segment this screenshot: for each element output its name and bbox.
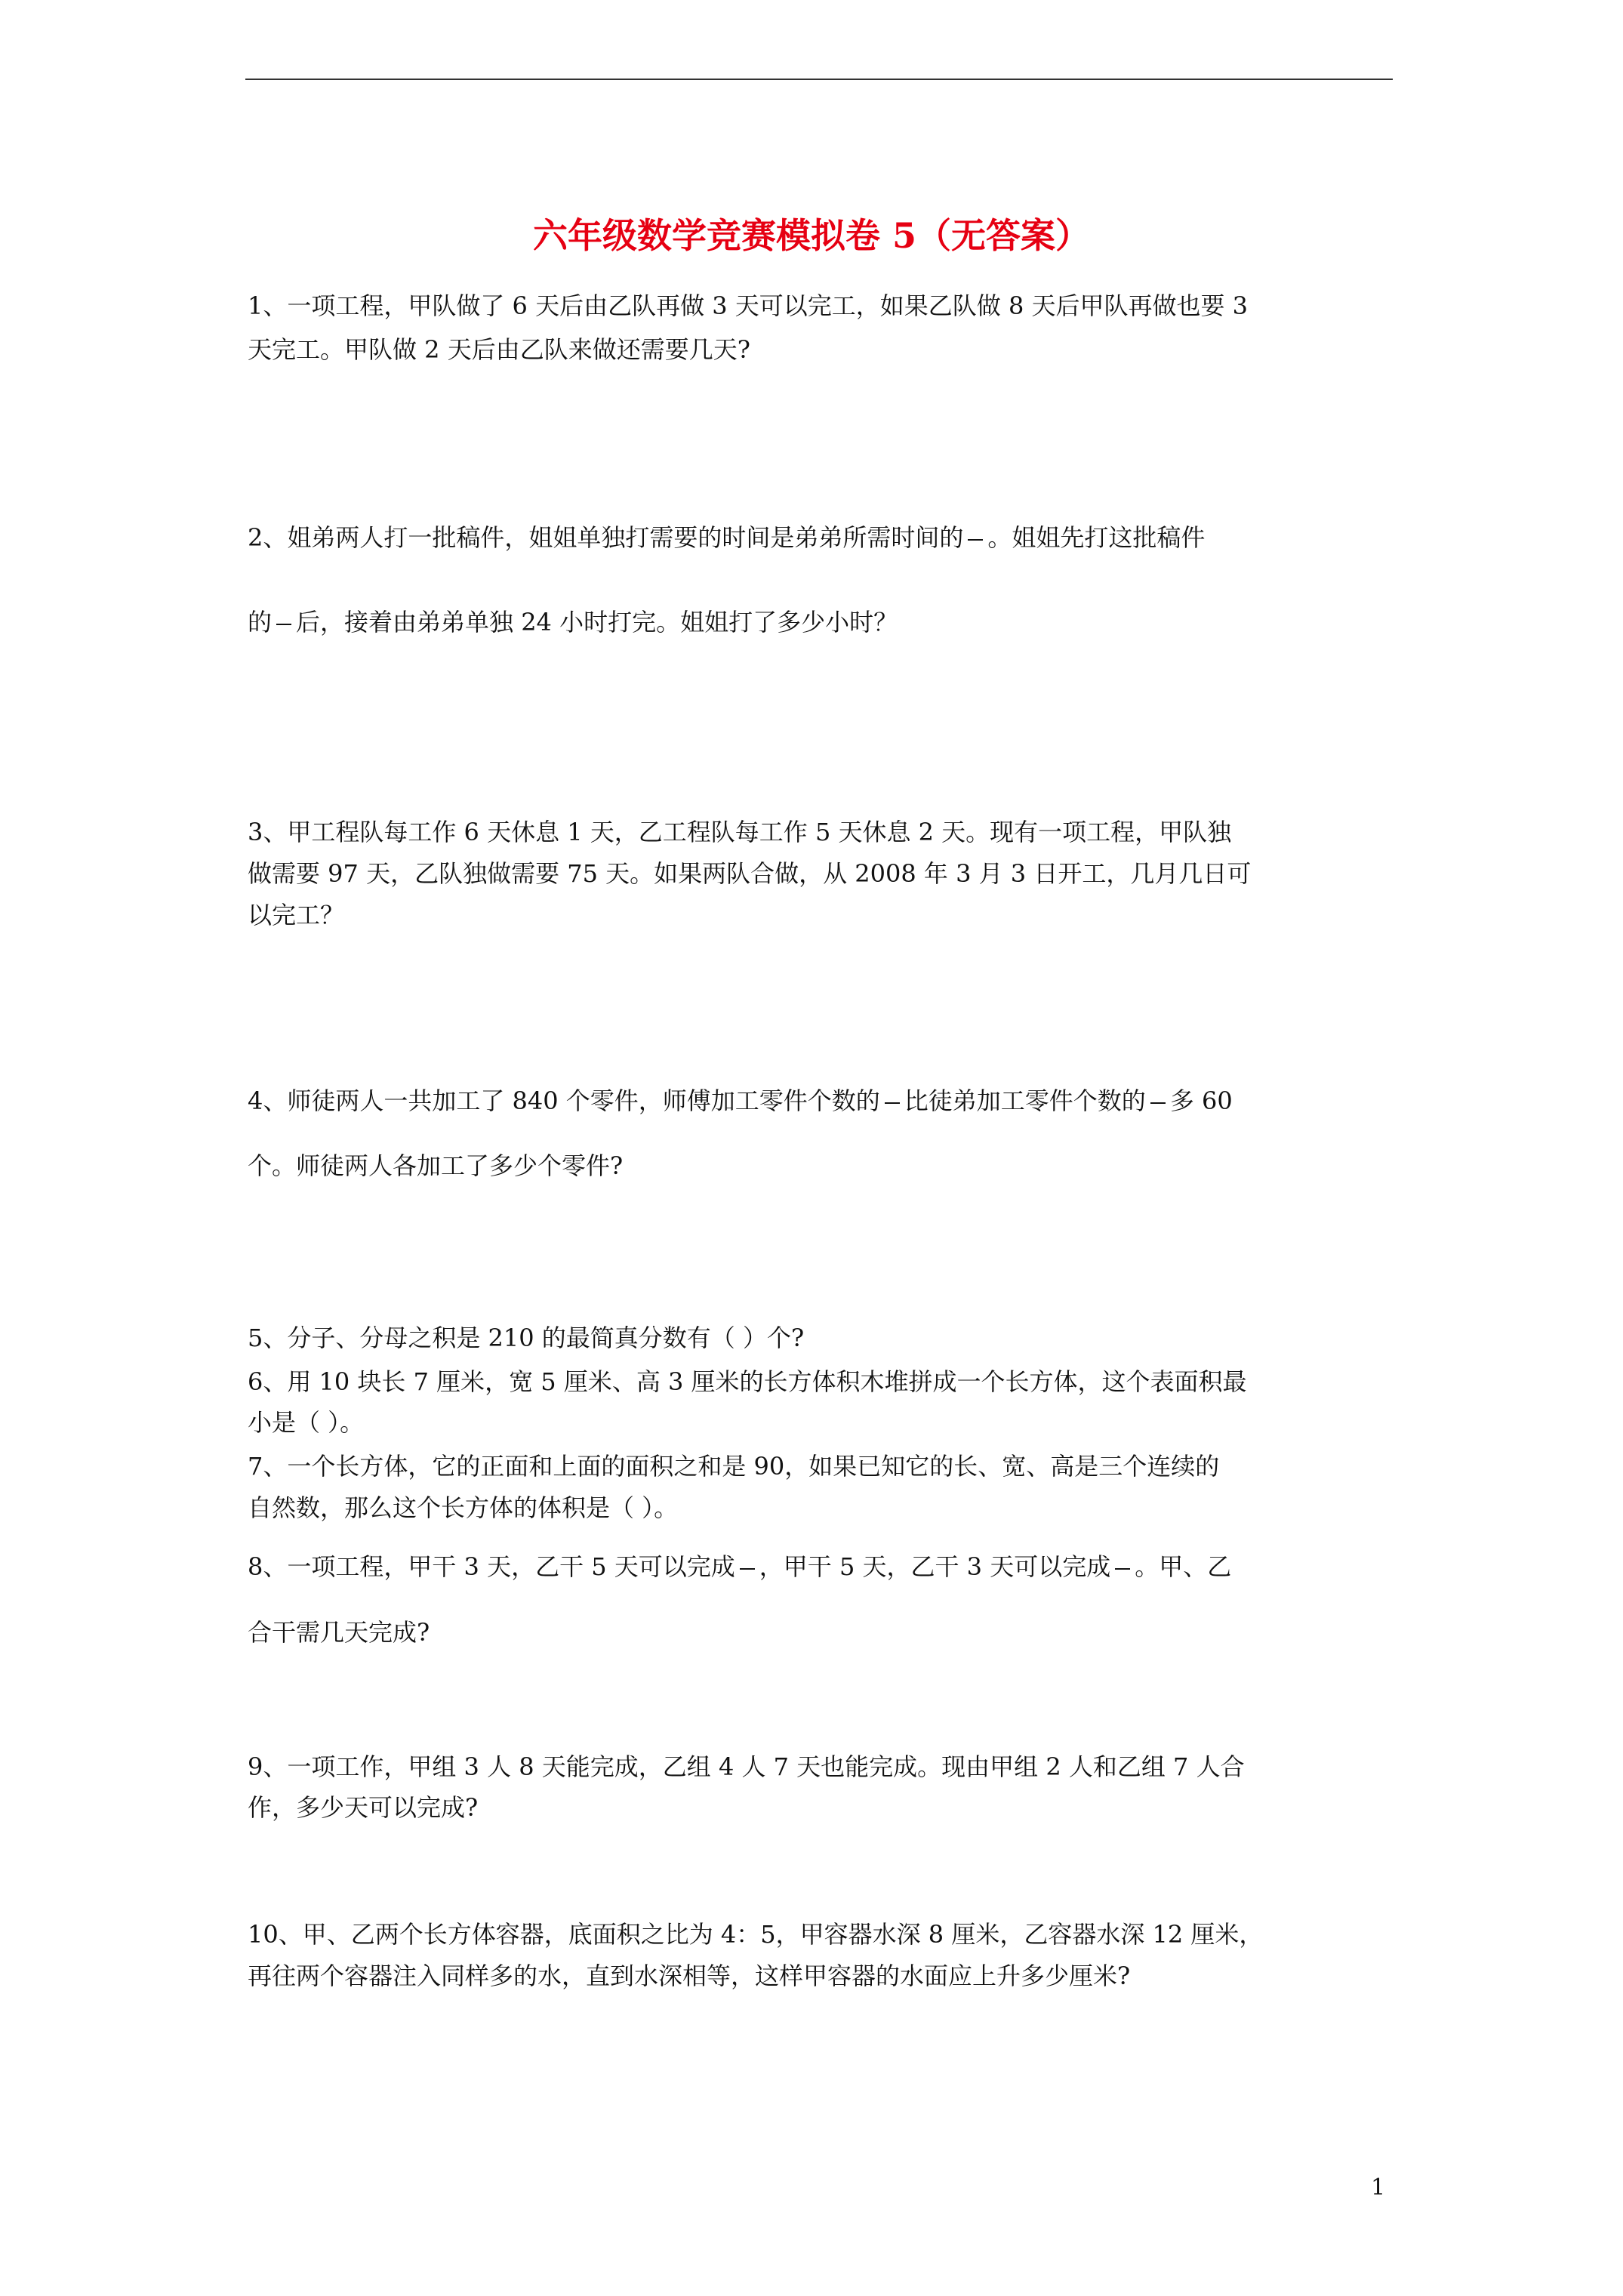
question-7-line-1: 7、一个长方体，它的正面和上面的面积之和是 90，如果已知它的长、宽、高是三个连续的 [248,1452,1220,1481]
question-2-text-d: 后，接着由弟弟单独 24 小时打完。姐姐打了多少小时？ [296,608,898,636]
question-2-text-a: 2、姐弟两人打一批稿件，姐姐单独打需要的时间是弟弟所需时间的 [248,523,964,552]
fraction-mark [1115,1568,1130,1570]
page-title: 六年级数学竞赛模拟卷 5（无答案） [532,215,1091,256]
question-9-line-1: 9、一项工作，甲组 3 人 8 天能完成，乙组 4 人 7 天也能完成。现由甲组 2 人和乙组 7 人合 [248,1752,1245,1781]
question-8-text-a: 8、一项工程，甲干 3 天，乙干 5 天可以完成 [248,1552,735,1581]
question-2-line-2 [248,606,1395,639]
question-4-text-b: 比徒弟加工零件个数的 [904,1086,1146,1115]
question-6-line-2: 小是（ ）。 [248,1408,365,1437]
fraction-mark [968,539,983,541]
question-3-line-2: 做需要 97 天，乙队独做需要 75 天。如果两队合做，从 2008 年 3 月 3 日开工，几月几日可 [248,859,1252,888]
question-9-line-2: 作，多少天可以完成? [248,1793,479,1822]
question-4-text-a: 4、师徒两人一共加工了 840 个零件，师傅加工零件个数的 [248,1086,880,1115]
question-1-line-2: 天完工。甲队做 2 天后由乙队来做还需要几天? [248,335,750,364]
question-8-line-1 [248,1550,1395,1583]
header-rule [245,79,1393,80]
question-3-line-3: 以完工？ [248,901,345,929]
question-7-line-2: 自然数，那么这个长方体的体积是（ ）。 [248,1493,679,1522]
fraction-mark [885,1102,900,1104]
question-4-line-1 [248,1084,1395,1117]
question-5-line-1: 5、分子、分母之积是 210 的最简真分数有（ ）个? [248,1324,805,1352]
question-10-line-1: 10、甲、乙两个长方体容器，底面积之比为 4：5，甲容器水深 8 厘米，乙容器水深 12 厘米， [248,1920,1264,1949]
fraction-mark [276,624,291,625]
fraction-mark [1150,1102,1166,1104]
question-4-line-2: 个。师徒两人各加工了多少个零件? [248,1151,624,1180]
question-8-text-b: ，甲干 5 天，乙干 3 天可以完成 [759,1552,1111,1581]
question-10-line-2: 再往两个容器注入同样多的水，直到水深相等，这样甲容器的水面应上升多少厘米? [248,1962,1131,1990]
question-2-text-c: 的 [248,608,273,636]
question-2-text-b: 。姐姐先打这批稿件 [987,523,1206,552]
question-1-line-1: 1、一项工程，甲队做了 6 天后由乙队再做 3 天可以完工，如果乙队做 8 天后甲队再做也要 3 [248,291,1249,320]
question-6-line-1: 6、用 10 块长 7 厘米，宽 5 厘米、高 3 厘米的长方体积木堆拼成一个长方体，这个表面积最 [248,1367,1247,1396]
question-8-text-c: 。甲、乙 [1135,1552,1232,1581]
page-number: 1 [1371,2174,1386,2201]
question-8-line-2: 合干需几天完成? [248,1618,430,1647]
question-2-line-1 [248,521,1395,554]
question-4-text-c: 多 60 [1169,1086,1233,1115]
question-3-line-1: 3、甲工程队每工作 6 天休息 1 天，乙工程队每工作 5 天休息 2 天。现有一项工程，甲队独 [248,818,1232,846]
fraction-mark [740,1568,755,1570]
